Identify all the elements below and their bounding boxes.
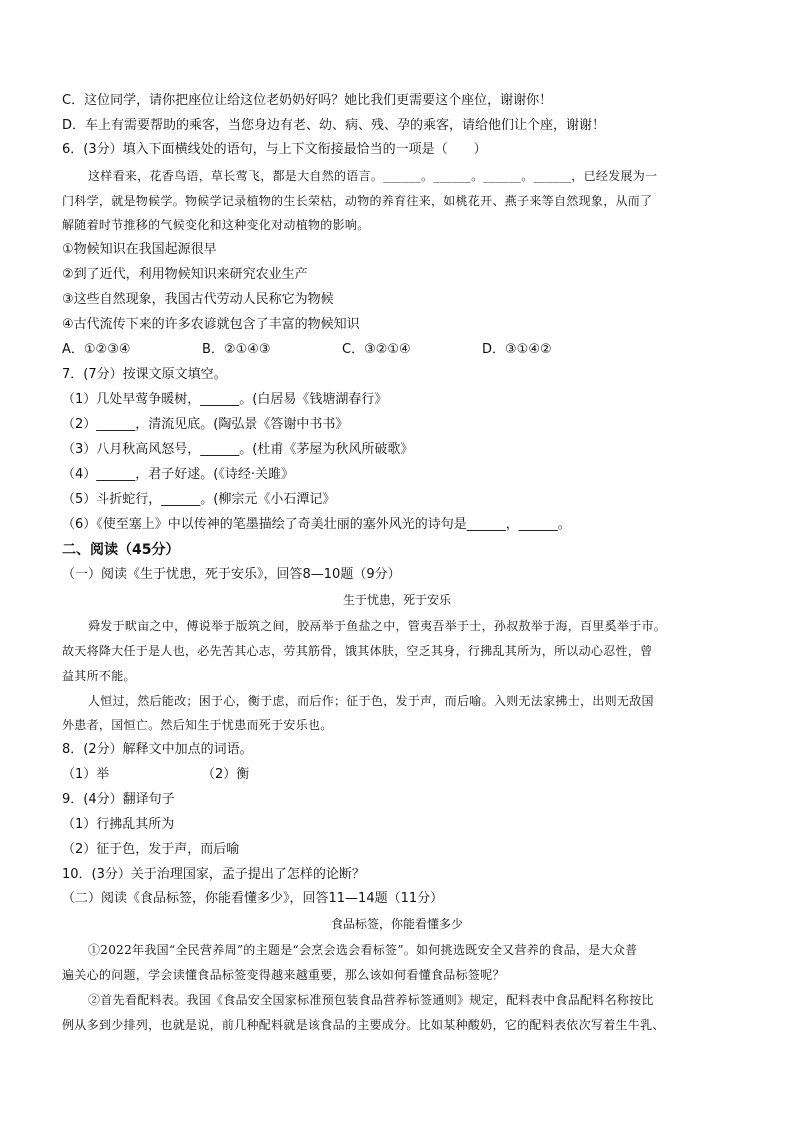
q6-passage-line-1: 这样看来，花香鸟语，草长莺飞，都是大自然的语言。______。______。______。______，已经发展为一 [88, 169, 658, 183]
reading-1-title: 生于忧患，死于安乐 [342, 593, 451, 607]
q8-word-2: （2）衡 [202, 767, 250, 782]
q6-choice-1: ①物候知识在我国起源很早 [62, 242, 217, 257]
q7-fill-6: （6）《使至塞上》中以传神的笔墨描绘了奇美壮丽的塞外风光的诗句是______，______。 [62, 517, 571, 532]
reading-1-para-2: 故天将降大任于是人也，必先苦其心志，劳其筋骨，饿其体肤，空乏其身，行拂乱其所为，所以动心忍性，曾 [62, 644, 653, 658]
q6-choice-2: ②到了近代，利用物候知识来研究农业生产 [62, 267, 308, 282]
reading-1-para-3: 益其所不能。 [62, 669, 136, 683]
q9-sentence-1: （1）行拂乱其所为 [62, 817, 175, 832]
reading-1-para-5: 外患者，国恒亡。然后知生于忧患而死于安乐也。 [62, 718, 333, 732]
reading-1-para-4: 人恒过，然后能改；困于心，衡于虑，而后作；征于色，发于声，而后喻。入则无法家拂士，出则无敌国 [88, 694, 654, 708]
reading-2-para-1: ①2022年我国“全民营养周”的主题是“会烹会选会看标签”。如何挑选既安全又营养的食品，是大众普 [88, 943, 638, 957]
q7-fill-3: （3）八月秋高风怒号，______。(杜甫《茅屋为秋风所破歌》 [62, 442, 414, 457]
q6-option-d: D．③①④② [482, 342, 552, 357]
reading-1-intro: （一）阅读《生于忧患，死于安乐》，回答8—10题（9分） [62, 567, 401, 582]
q7-fill-4: （4）______，君子好逑。(《诗经·关雎》 [62, 467, 294, 482]
question-8: 8．(2分）解释文中加点的词语。 [62, 742, 253, 757]
option-d-line: D．车上有需要帮助的乘客，当您身边有老、幼、病、残、孕的乘客，请给他们让个座，谢谢！ [62, 118, 606, 133]
q7-fill-1: （1）几处早莺争暖树，______。(白居易《钱塘湖春行》 [62, 392, 388, 407]
reading-1-para-1: 舜发于畎亩之中，傅说举于版筑之间，胶鬲举于鱼盐之中，管夷吾举于士，孙叔敖举于海，百里奚举于市。 [88, 619, 667, 633]
question-9: 9．(4分）翻译句子 [62, 792, 175, 807]
section-2-heading: 二、阅读（45分） [62, 542, 180, 558]
q9-sentence-2: （2）征于色，发于声，而后喻 [62, 842, 240, 857]
reading-2-title: 食品标签，你能看懂多少 [330, 917, 463, 931]
reading-2-para-4: 例从多到少排列，也就是说，前几种配料就是该食品的主要成分。比如某种酸奶，它的配料表依次写着生牛乳、 [62, 1018, 665, 1032]
reading-2-para-3: ②首先看配料表。我国《食品安全国家标准预包装食品营养标签通则》规定，配料表中食品配料名称按比 [88, 993, 654, 1007]
reading-2-intro: （二）阅读《食品标签，你能看懂多少》，回答11—14题（11分） [62, 891, 444, 906]
question-10: 10．(3分）关于治理国家，孟子提出了怎样的论断？ [62, 867, 365, 882]
q6-passage-line-3: 解随着时节推移的气候变化和这种变化对动植物的影响。 [62, 218, 370, 232]
q6-option-c: C．③②①④ [342, 342, 411, 357]
q7-fill-5: （5）斗折蛇行，______。(柳宗元《小石潭记》 [62, 492, 336, 507]
question-7: 7．(7分）按课文原文填空。 [62, 367, 227, 382]
reading-2-para-2: 遍关心的问题，学会读懂食品标签变得越来越重要，那么该如何看懂食品标签呢？ [62, 968, 505, 982]
q6-choice-3: ③这些自然现象，我国古代劳动人民称它为物候 [62, 292, 334, 307]
q7-fill-2: （2）______，清流见底。(陶弘景《答谢中书书》 [62, 417, 349, 432]
q6-option-b: B．②①④③ [202, 342, 271, 357]
q6-choice-4: ④古代流传下来的许多农谚就包含了丰富的物候知识 [62, 317, 360, 332]
question-6: 6．(3分）填入下面横线处的语句，与上下文衔接最恰当的一项是（ ） [62, 142, 487, 157]
q8-word-1: （1）举 [62, 767, 110, 782]
q6-passage-line-2: 门科学，就是物候学。物候学记录植物的生长荣枯，动物的养育往来，如桃花开、燕子来等自然现象，从而了 [62, 194, 653, 208]
option-c-line: C．这位同学，请你把座位让给这位老奶奶好吗？她比我们更需要这个座位，谢谢你！ [62, 93, 553, 108]
q6-option-a: A．①②③④ [62, 342, 131, 357]
